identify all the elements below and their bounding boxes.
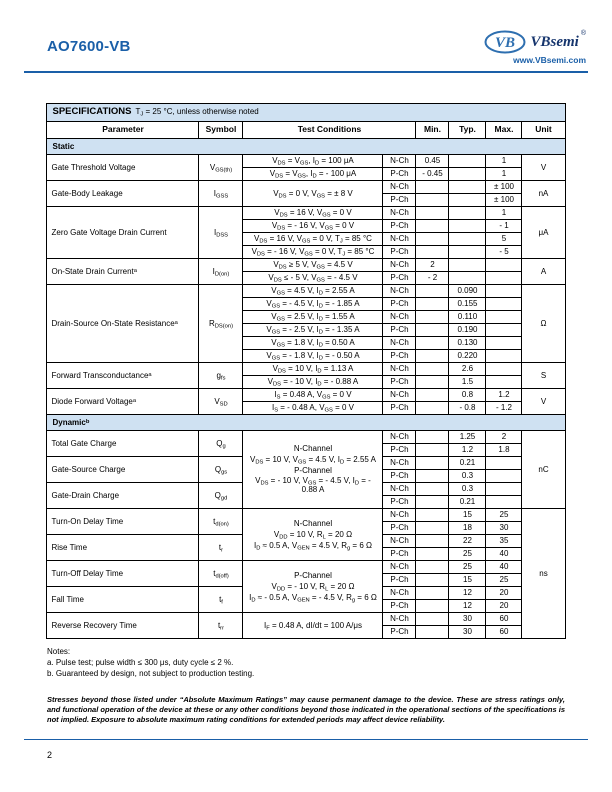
- channel-cell: P-Ch: [383, 245, 416, 258]
- col-header-unit: Unit: [522, 121, 565, 138]
- channel-cell: N-Ch: [383, 534, 416, 547]
- channel-cell: P-Ch: [383, 469, 416, 482]
- max-cell: [486, 362, 522, 375]
- typ-cell: 0.090: [449, 284, 486, 297]
- cond-line: P-Channel: [294, 465, 332, 475]
- max-cell: [486, 258, 522, 271]
- max-cell: 1: [486, 167, 522, 180]
- channel-cell: P-Ch: [383, 219, 416, 232]
- channel-cell: P-Ch: [383, 375, 416, 388]
- typ-cell: 22: [449, 534, 486, 547]
- symbol-cell: $t_{rr}$: [199, 612, 243, 638]
- param-cell: Drain-Source On-State Resistance$^a$: [47, 284, 199, 362]
- unit-cell: Ω: [522, 284, 565, 362]
- min-cell: [416, 323, 449, 336]
- max-cell: 1: [486, 154, 522, 167]
- max-cell: 2: [486, 430, 522, 443]
- param-cell: Gate-Source Charge: [47, 456, 199, 482]
- symbol-cell: $I_{GSS}$: [199, 180, 243, 206]
- typ-cell: 0.3: [449, 469, 486, 482]
- typ-cell: [449, 232, 486, 245]
- typ-cell: [449, 219, 486, 232]
- section-label: Dynamic$^b$: [47, 414, 565, 430]
- min-cell: [416, 362, 449, 375]
- typ-cell: 1.5: [449, 375, 486, 388]
- max-cell: [486, 375, 522, 388]
- min-cell: [416, 612, 449, 625]
- cond-cell: $V_{GS} = 4.5$ V, $I_D = 2.55$ A: [243, 284, 383, 297]
- cond-cell: $I_S$ = - 0.48 A, $V_{GS} = 0$ V: [243, 401, 383, 414]
- channel-cell: N-Ch: [383, 310, 416, 323]
- channel-cell: N-Ch: [383, 284, 416, 297]
- unit-cell: V: [522, 154, 565, 180]
- max-cell: 5: [486, 232, 522, 245]
- max-cell: [486, 323, 522, 336]
- min-cell: [416, 180, 449, 193]
- max-cell: 1.8: [486, 443, 522, 456]
- min-cell: [416, 469, 449, 482]
- param-cell: Fall Time: [47, 586, 199, 612]
- channel-cell: P-Ch: [383, 401, 416, 414]
- min-cell: [416, 547, 449, 560]
- cond-cell: $V_{DS}$ = - 10 V, $I_D$ = - 0.88 A: [243, 375, 383, 388]
- channel-cell: P-Ch: [383, 495, 416, 508]
- cond-cell: $V_{DS}$ = - 16 V, $V_{GS} = 0$ V, $T_J = 85$ °C: [243, 245, 383, 258]
- cond-cell: $I_F = 0.48$ A, dI/dt = 100 A/μs: [243, 612, 383, 638]
- typ-cell: 1.25: [449, 430, 486, 443]
- cond-cell: $V_{DS} = 16$ V, $V_{GS} = 0$ V: [243, 206, 383, 219]
- unit-cell: μA: [522, 206, 565, 258]
- max-cell: 60: [486, 625, 522, 638]
- min-cell: - 0.45: [416, 167, 449, 180]
- max-cell: 25: [486, 508, 522, 521]
- min-cell: [416, 508, 449, 521]
- max-cell: [486, 456, 522, 469]
- min-cell: [416, 534, 449, 547]
- min-cell: [416, 495, 449, 508]
- cond-line: $V_{DS} = 10$ V, $V_{GS} = 4.5$ V, $I_D = 2.55$ A: [249, 454, 376, 466]
- cond-cell: $V_{GS} = 2.5$ V, $I_D = 1.55$ A: [243, 310, 383, 323]
- specifications-table: [46, 103, 565, 639]
- spec-row: [47, 430, 565, 443]
- max-cell: 25: [486, 573, 522, 586]
- max-cell: 1.2: [486, 388, 522, 401]
- min-cell: [416, 586, 449, 599]
- cond-cell: $V_{GS}$ = - 4.5 V, $I_D$ = - 1.85 A: [243, 297, 383, 310]
- symbol-cell: $I_{D(on)}$: [199, 258, 243, 284]
- header-rule: [24, 71, 588, 73]
- spec-row: [47, 560, 565, 573]
- max-cell: [486, 482, 522, 495]
- min-cell: [416, 297, 449, 310]
- cond-cell: $V_{DS} = V_{GS}$, $I_D = 100$ μA: [243, 154, 383, 167]
- col-header-typ: Typ.: [449, 121, 486, 138]
- note-b: b. Guaranteed by design, not subject to production testing.: [47, 668, 255, 678]
- symbol-cell: $R_{DS(on)}$: [199, 284, 243, 362]
- typ-cell: - 0.8: [449, 401, 486, 414]
- table-title-cell: [47, 104, 565, 122]
- param-cell: Gate Threshold Voltage: [47, 154, 199, 180]
- channel-cell: P-Ch: [383, 349, 416, 362]
- brand-name: VBsemi: [530, 33, 579, 50]
- symbol-cell: $I_{DSS}$: [199, 206, 243, 258]
- channel-cell: N-Ch: [383, 336, 416, 349]
- vb-monogram-icon: [484, 30, 528, 54]
- max-cell: 40: [486, 560, 522, 573]
- typ-cell: 2.6: [449, 362, 486, 375]
- min-cell: [416, 375, 449, 388]
- typ-cell: 0.21: [449, 495, 486, 508]
- cond-line: $V_{DD} = 10$ V, $R_L = 20$ Ω: [273, 529, 353, 541]
- min-cell: [416, 206, 449, 219]
- channel-cell: P-Ch: [383, 625, 416, 638]
- col-header-parameter: Parameter: [47, 121, 199, 138]
- channel-cell: N-Ch: [383, 362, 416, 375]
- min-cell: [416, 388, 449, 401]
- channel-cell: P-Ch: [383, 599, 416, 612]
- channel-cell: N-Ch: [383, 232, 416, 245]
- typ-cell: [449, 245, 486, 258]
- notes-block: [47, 647, 565, 679]
- typ-cell: 25: [449, 560, 486, 573]
- cond-line: $I_D$ ≈ - 0.5 A, $V_{GEN}$ = - 4.5 V, $R_g = 6$ Ω: [249, 592, 377, 604]
- typ-cell: 12: [449, 586, 486, 599]
- cond-cell: [243, 430, 383, 508]
- cond-cell: $V_{GS}$ = - 2.5 V, $I_D$ = - 1.35 A: [243, 323, 383, 336]
- typ-cell: 0.3: [449, 482, 486, 495]
- typ-cell: 30: [449, 625, 486, 638]
- symbol-cell: $t_{d(on)}$: [199, 508, 243, 534]
- typ-cell: 25: [449, 547, 486, 560]
- typ-cell: 0.155: [449, 297, 486, 310]
- cond-cell: $V_{DS} = 10$ V, $I_D = 1.13$ A: [243, 362, 383, 375]
- typ-cell: 0.130: [449, 336, 486, 349]
- max-cell: - 1.2: [486, 401, 522, 414]
- svg-text:VB: VB: [495, 35, 516, 51]
- max-cell: [486, 349, 522, 362]
- channel-cell: P-Ch: [383, 547, 416, 560]
- symbol-cell: $g_{fs}$: [199, 362, 243, 388]
- channel-cell: P-Ch: [383, 521, 416, 534]
- min-cell: [416, 336, 449, 349]
- min-cell: [416, 599, 449, 612]
- channel-cell: N-Ch: [383, 430, 416, 443]
- max-cell: - 1: [486, 219, 522, 232]
- part-number-title: AO7600-VB: [47, 38, 131, 55]
- channel-cell: N-Ch: [383, 154, 416, 167]
- max-cell: [486, 271, 522, 284]
- section-row-dynamic: [47, 414, 565, 430]
- cond-cell: $V_{DS} = V_{GS}$, $I_D$ = - 100 μA: [243, 167, 383, 180]
- max-cell: ± 100: [486, 180, 522, 193]
- spec-title: SPECIFICATIONS: [52, 106, 132, 117]
- spec-row: [47, 258, 565, 271]
- typ-cell: [449, 258, 486, 271]
- min-cell: [416, 310, 449, 323]
- param-cell: Forward Transconductance$^a$: [47, 362, 199, 388]
- channel-cell: N-Ch: [383, 482, 416, 495]
- spec-row: [47, 284, 565, 297]
- unit-cell: A: [522, 258, 565, 284]
- section-label: Static: [47, 138, 565, 154]
- param-cell: Zero Gate Voltage Drain Current: [47, 206, 199, 258]
- channel-cell: P-Ch: [383, 167, 416, 180]
- min-cell: [416, 349, 449, 362]
- cond-cell: $V_{DS} \ge 5$ V, $V_{GS} = 4.5$ V: [243, 258, 383, 271]
- max-cell: ± 100: [486, 193, 522, 206]
- typ-cell: 15: [449, 573, 486, 586]
- vbsemi-logo: [484, 30, 586, 65]
- param-cell: Gate-Drain Charge: [47, 482, 199, 508]
- page-header: [0, 0, 612, 65]
- cond-line: $V_{DD}$ = - 10 V, $R_L = 20$ Ω: [271, 581, 355, 593]
- max-cell: 35: [486, 534, 522, 547]
- min-cell: [416, 193, 449, 206]
- min-cell: [416, 625, 449, 638]
- typ-cell: 12: [449, 599, 486, 612]
- channel-cell: P-Ch: [383, 297, 416, 310]
- table-title-row: [47, 104, 565, 122]
- cond-line: N-Channel: [293, 519, 333, 529]
- param-cell: Rise Time: [47, 534, 199, 560]
- min-cell: [416, 456, 449, 469]
- symbol-cell: $V_{SD}$: [199, 388, 243, 414]
- channel-cell: P-Ch: [383, 443, 416, 456]
- channel-cell: N-Ch: [383, 180, 416, 193]
- spec-title-note: $T_J = 25$ °C, unless otherwise noted: [135, 107, 259, 118]
- min-cell: [416, 284, 449, 297]
- logo-row: [484, 30, 586, 54]
- cond-cell: $V_{DS}$ = - 16 V, $V_{GS} = 0$ V: [243, 219, 383, 232]
- typ-cell: 0.220: [449, 349, 486, 362]
- param-cell: Diode Forward Voltage$^a$: [47, 388, 199, 414]
- cond-cell: [243, 508, 383, 560]
- min-cell: 0.45: [416, 154, 449, 167]
- param-cell: Reverse Recovery Time: [47, 612, 199, 638]
- channel-cell: N-Ch: [383, 388, 416, 401]
- col-header-symbol: Symbol: [199, 121, 243, 138]
- min-cell: [416, 219, 449, 232]
- channel-cell: N-Ch: [383, 560, 416, 573]
- col-header-conditions: Test Conditions: [243, 121, 416, 138]
- symbol-cell: $t_f$: [199, 586, 243, 612]
- min-cell: [416, 560, 449, 573]
- section-row-static: [47, 138, 565, 154]
- cond-cell: $V_{DS} = 0$ V, $V_{GS}$ = ± 8 V: [243, 180, 383, 206]
- min-cell: [416, 573, 449, 586]
- symbol-cell: $Q_{gd}$: [199, 482, 243, 508]
- param-cell: Turn-On Delay Time: [47, 508, 199, 534]
- typ-cell: 0.110: [449, 310, 486, 323]
- spec-row: [47, 362, 565, 375]
- max-cell: [486, 495, 522, 508]
- spec-row: [47, 154, 565, 167]
- max-cell: [486, 310, 522, 323]
- unit-cell: nC: [522, 430, 565, 508]
- min-cell: [416, 232, 449, 245]
- symbol-cell: $t_r$: [199, 534, 243, 560]
- spec-row: [47, 612, 565, 625]
- channel-cell: N-Ch: [383, 456, 416, 469]
- channel-cell: N-Ch: [383, 206, 416, 219]
- cond-cell: $I_S = 0.48$ A, $V_{GS} = 0$ V: [243, 388, 383, 401]
- typ-cell: [449, 193, 486, 206]
- max-cell: 30: [486, 521, 522, 534]
- notes-heading: Notes:: [47, 646, 71, 656]
- spec-row: [47, 388, 565, 401]
- typ-cell: 1.2: [449, 443, 486, 456]
- min-cell: 2: [416, 258, 449, 271]
- spec-row: [47, 508, 565, 521]
- max-cell: - 5: [486, 245, 522, 258]
- typ-cell: 30: [449, 612, 486, 625]
- min-cell: - 2: [416, 271, 449, 284]
- min-cell: [416, 443, 449, 456]
- cond-cell: $V_{GS}$ = - 1.8 V, $I_D$ = - 0.50 A: [243, 349, 383, 362]
- col-header-max: Max.: [486, 121, 522, 138]
- cond-line: $I_D \approx 0.5$ A, $V_{GEN} = 4.5$ V, $R_g = 6$ Ω: [253, 540, 372, 552]
- cond-line: P-Channel: [294, 571, 332, 581]
- typ-cell: [449, 206, 486, 219]
- symbol-cell: $Q_g$: [199, 430, 243, 456]
- typ-cell: 18: [449, 521, 486, 534]
- param-cell: Gate-Body Leakage: [47, 180, 199, 206]
- channel-cell: N-Ch: [383, 508, 416, 521]
- min-cell: [416, 401, 449, 414]
- channel-cell: N-Ch: [383, 258, 416, 271]
- cond-cell: $V_{DS} = 16$ V, $V_{GS} = 0$ V, $T_J = 85$ °C: [243, 232, 383, 245]
- cond-cell: [243, 560, 383, 612]
- max-cell: 20: [486, 599, 522, 612]
- cond-cell: $V_{DS}$ ≤ - 5 V, $V_{GS}$ = - 4.5 V: [243, 271, 383, 284]
- max-cell: [486, 284, 522, 297]
- max-cell: 1: [486, 206, 522, 219]
- min-cell: [416, 430, 449, 443]
- channel-cell: P-Ch: [383, 271, 416, 284]
- unit-cell: S: [522, 362, 565, 388]
- channel-cell: N-Ch: [383, 612, 416, 625]
- column-header-row: [47, 121, 565, 138]
- max-cell: [486, 297, 522, 310]
- max-cell: 60: [486, 612, 522, 625]
- channel-cell: P-Ch: [383, 323, 416, 336]
- note-a: a. Pulse test; pulse width ≤ 300 μs, duty cycle ≤ 2 %.: [47, 657, 234, 667]
- max-cell: [486, 469, 522, 482]
- cond-line: $V_{DS}$ = - 10 V, $V_{GS}$ = - 4.5 V, $I_D$ = - 0.88 A: [255, 476, 371, 495]
- unit-cell: nA: [522, 180, 565, 206]
- cond-cell: $V_{GS} = 1.8$ V, $I_D = 0.50$ A: [243, 336, 383, 349]
- unit-cell: V: [522, 388, 565, 414]
- registered-mark-icon: ®: [580, 30, 586, 37]
- disclaimer-text: Stresses beyond those listed under “Absolute Maximum Ratings” may cause permanent damage to the device. These are stress ratings only, and functional operation of the device at these or any other conditions beyond those indicated in the operational sections of the specifications is not implied. Exposure to absolute maximum rating conditions for extended periods may affect device reliability.: [47, 695, 565, 724]
- typ-cell: [449, 271, 486, 284]
- channel-cell: P-Ch: [383, 573, 416, 586]
- max-cell: 40: [486, 547, 522, 560]
- spec-row: [47, 206, 565, 219]
- min-cell: [416, 521, 449, 534]
- typ-cell: 0.21: [449, 456, 486, 469]
- typ-cell: [449, 180, 486, 193]
- symbol-cell: $V_{GS(th)}$: [199, 154, 243, 180]
- spec-row: [47, 180, 565, 193]
- unit-cell: ns: [522, 508, 565, 638]
- param-cell: On-State Drain Current$^a$: [47, 258, 199, 284]
- symbol-cell: $t_{d(off)}$: [199, 560, 243, 586]
- typ-cell: 0.8: [449, 388, 486, 401]
- param-cell: Turn-Off Delay Time: [47, 560, 199, 586]
- min-cell: [416, 245, 449, 258]
- channel-cell: N-Ch: [383, 586, 416, 599]
- col-header-min: Min.: [416, 121, 449, 138]
- page-number: 2: [47, 750, 53, 760]
- footer-rule: [24, 739, 588, 741]
- min-cell: [416, 482, 449, 495]
- typ-cell: [449, 154, 486, 167]
- typ-cell: 0.190: [449, 323, 486, 336]
- typ-cell: [449, 167, 486, 180]
- cond-line: N-Channel: [293, 444, 333, 454]
- channel-cell: P-Ch: [383, 193, 416, 206]
- symbol-cell: $Q_{gs}$: [199, 456, 243, 482]
- max-cell: 20: [486, 586, 522, 599]
- website-link: www.VBsemi.com: [513, 55, 586, 65]
- param-cell: Total Gate Charge: [47, 430, 199, 456]
- max-cell: [486, 336, 522, 349]
- typ-cell: 15: [449, 508, 486, 521]
